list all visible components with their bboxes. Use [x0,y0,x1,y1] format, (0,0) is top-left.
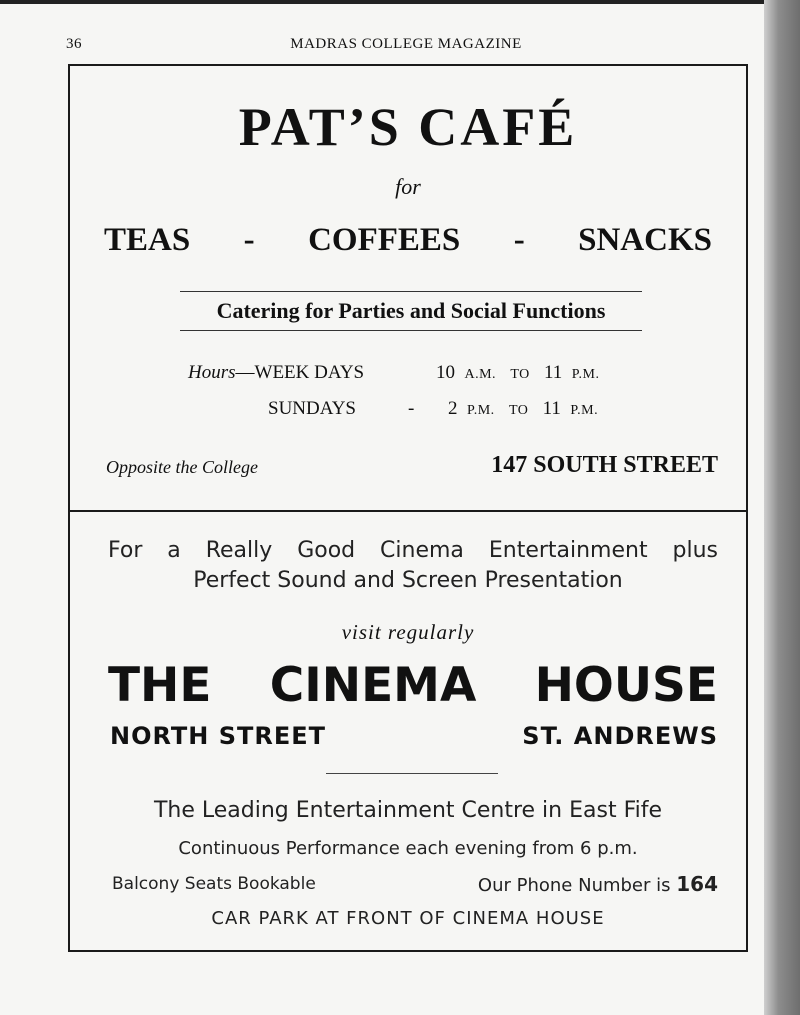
cinema-intro-line1 [108,538,718,563]
cinema-phone [478,872,718,896]
cinema-name-word: THE [108,658,212,713]
intro-word: For [108,538,143,563]
offering-separator: - [243,222,255,258]
weekday-open-hour: 10 [436,362,455,383]
cafe-offerings [104,222,712,259]
offering-snacks: SNACKS [578,222,712,258]
hours-to: TO [508,403,529,418]
weekdays-text: —WEEK DAYS [235,362,365,383]
intro-word: Good [297,538,356,563]
cinema-rule [326,773,498,774]
weekday-close-hour: 11 [543,362,563,383]
offering-teas: TEAS [104,222,191,258]
intro-word: Entertainment [488,538,648,563]
intro-word: plus [672,538,718,563]
weekday-close-suffix: P.M. [571,367,600,382]
sundays-dash: - [408,398,415,419]
cinema-name-word: CINEMA [269,658,477,713]
cinema-address [110,722,718,750]
running-head [66,36,746,56]
cinema-balcony: Balcony Seats Bookable [112,874,316,894]
cinema-continuous: Continuous Performance each evening from 6 p.m. [178,838,638,859]
weekday-hours [436,362,599,384]
cafe-title: PAT’S CAFÉ [238,97,578,157]
intro-word: Cinema [380,538,464,563]
sunday-close-hour: 11 [542,398,561,419]
phone-label: Our Phone Number is [477,875,671,896]
hours-prefix: Hours [188,362,236,383]
cafe-catering: Catering for Parties and Social Functions [180,291,642,331]
cafe-location-note: Opposite the College [106,457,258,477]
offering-coffees: COFFEES [308,222,461,258]
intro-word: a [167,538,181,563]
cinema-car-park: CAR PARK AT FRONT OF CINEMA HOUSE [211,908,605,929]
cinema-leading: The Leading Entertainment Centre in East Fife [153,798,663,823]
cinema-street: NORTH STREET [110,722,326,750]
sunday-hours [448,398,598,420]
cinema-town: ST. ANDREWS [522,722,718,750]
advert-divider [70,510,746,512]
cinema-intro-line2: Perfect Sound and Screen Presentation [193,568,623,593]
cafe-for: for [395,174,421,199]
hours-weekdays-label [188,362,364,384]
sunday-open-suffix: P.M. [467,403,495,418]
cinema-visit: visit regularly [341,620,475,644]
sundays-label: SUNDAYS [268,398,356,419]
intro-word: Really [205,538,273,563]
magazine-title: MADRAS COLLEGE MAGAZINE [290,36,522,52]
offering-separator: - [513,222,525,258]
book-spine [764,0,800,1015]
phone-number: 164 [676,872,718,896]
weekday-open-suffix: A.M. [464,367,497,382]
cinema-name-word: HOUSE [534,658,718,713]
advert-frame [68,64,748,952]
sunday-close-suffix: P.M. [570,403,599,418]
page-number: 36 [66,36,82,52]
hours-to: TO [510,367,530,382]
cafe-address: 147 SOUTH STREET [491,452,718,478]
page-top-edge [0,0,764,4]
cinema-name [108,658,718,713]
sunday-open-hour: 2 [448,398,458,419]
